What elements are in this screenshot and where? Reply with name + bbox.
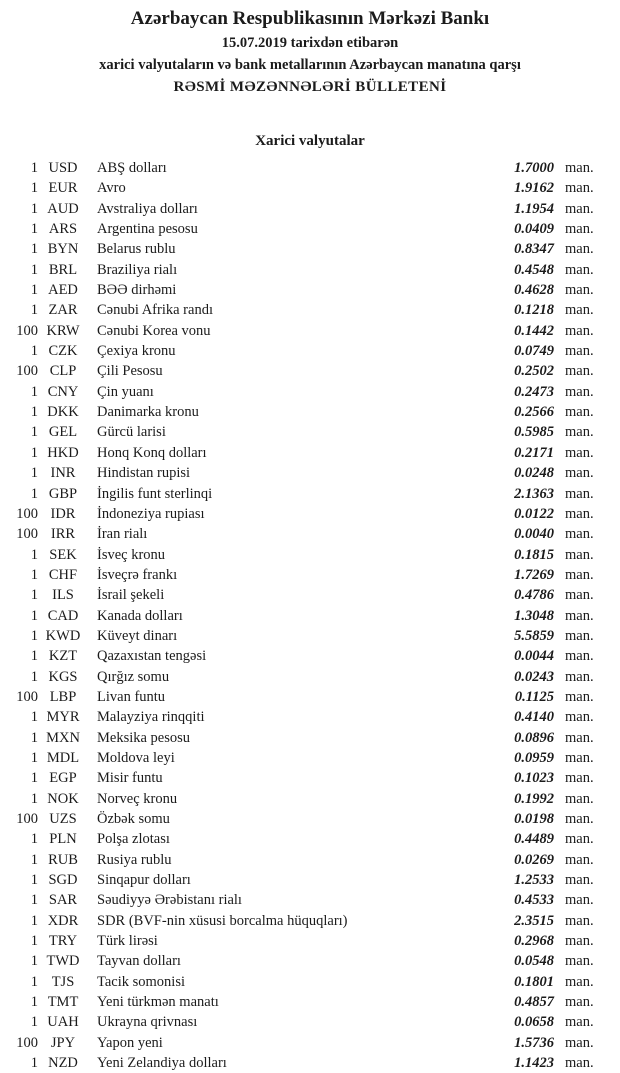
currency-name: Türk lirəsi — [97, 933, 158, 950]
currency-quantity: 1 — [30, 872, 38, 889]
currency-row — [0, 911, 620, 931]
currency-rate: 0.0122 — [514, 505, 554, 522]
currency-rate: 1.7000 — [514, 160, 554, 176]
currency-unit-label: man. — [565, 811, 594, 827]
currency-code: TJS — [51, 973, 75, 990]
currency-quantity: 1 — [30, 383, 38, 400]
currency-name: Meksika pesosu — [97, 729, 191, 746]
currency-unit-label: man. — [565, 160, 594, 176]
currency-rate: 0.0409 — [514, 221, 554, 238]
currency-unit-label: man. — [565, 363, 594, 380]
currency-unit-label: man. — [565, 424, 594, 441]
currency-quantity: 1 — [30, 994, 38, 1011]
currency-rate: 0.4786 — [514, 587, 554, 604]
currency-quantity: 100 — [16, 322, 38, 339]
currency-row — [0, 239, 620, 259]
currency-name: Qırğız somu — [97, 668, 170, 685]
currency-quantity: 1 — [30, 587, 38, 604]
currency-unit-label: man. — [565, 180, 594, 197]
currency-quantity: 1 — [30, 424, 38, 441]
currency-rate: 0.4489 — [514, 831, 554, 848]
currency-unit-label: man. — [565, 709, 594, 726]
currency-code: NOK — [47, 790, 79, 807]
currency-code: HKD — [47, 444, 79, 461]
currency-code: MDL — [46, 749, 80, 766]
currency-rate: 1.5736 — [514, 1034, 554, 1051]
currency-unit-label: man. — [565, 485, 594, 502]
currency-row — [0, 199, 620, 219]
currency-rate: 2.3515 — [514, 912, 554, 929]
currency-code: TRY — [48, 933, 78, 950]
currency-row — [0, 382, 620, 402]
currency-quantity: 1 — [30, 1055, 38, 1072]
currency-name: İsrail şekeli — [97, 587, 165, 604]
currency-quantity: 1 — [30, 749, 38, 766]
currency-unit-label: man. — [565, 302, 594, 319]
currency-name: Çili Pesosu — [97, 363, 163, 380]
currency-rate: 0.0548 — [514, 953, 554, 970]
currency-unit-label: man. — [565, 912, 594, 929]
currency-unit-label: man. — [565, 668, 594, 685]
currency-rate: 0.0269 — [514, 851, 554, 868]
currency-unit-label: man. — [565, 872, 594, 889]
currency-quantity: 1 — [30, 404, 38, 421]
currency-unit-label: man. — [565, 1014, 594, 1031]
currency-code: BRL — [48, 261, 78, 278]
currency-quantity: 100 — [16, 688, 38, 705]
currency-code: KWD — [45, 627, 81, 644]
currency-code: LBP — [49, 688, 77, 705]
currency-code: DKK — [47, 404, 79, 421]
currency-unit-label: man. — [565, 729, 594, 746]
currency-rate: 0.4548 — [514, 261, 554, 278]
currency-quantity: 1 — [30, 282, 38, 299]
currency-quantity: 100 — [16, 526, 38, 543]
currency-name: Çexiya kronu — [97, 343, 176, 360]
currency-quantity: 1 — [30, 648, 38, 665]
currency-rate: 0.0658 — [514, 1014, 554, 1031]
currency-quantity: 1 — [30, 200, 38, 217]
currency-unit-label: man. — [565, 790, 594, 807]
currency-rate: 0.4628 — [514, 282, 554, 299]
currency-row — [0, 585, 620, 605]
currency-unit-label: man. — [565, 343, 594, 360]
currency-row — [0, 463, 620, 483]
currency-name: Özbək somu — [97, 811, 170, 827]
bank-title: Azərbaycan Respublikasının Mərkəzi Bankı — [130, 8, 490, 29]
currency-code: TWD — [46, 953, 80, 970]
currency-quantity: 1 — [30, 851, 38, 868]
currency-unit-label: man. — [565, 546, 594, 563]
currency-unit-label: man. — [565, 444, 594, 461]
currency-quantity: 100 — [16, 811, 38, 827]
currency-row — [0, 789, 620, 809]
currency-rate: 0.8347 — [514, 241, 554, 258]
currency-rate: 0.0749 — [514, 343, 554, 360]
currency-rate: 0.4140 — [514, 709, 554, 726]
currency-quantity: 1 — [30, 709, 38, 726]
currency-quantity: 1 — [30, 770, 38, 787]
currency-name: Qazaxıstan tengəsi — [97, 648, 207, 665]
currency-rate: 1.9162 — [514, 180, 554, 197]
currency-row — [0, 646, 620, 666]
currency-name: Yeni türkmən manatı — [97, 994, 219, 1011]
currency-rate: 0.1815 — [514, 546, 554, 563]
currency-row — [0, 524, 620, 544]
currency-name: Çin yuanı — [97, 383, 154, 400]
currency-row — [0, 300, 620, 320]
currency-name: Ukrayna qrivnası — [97, 1014, 198, 1031]
currency-code: EUR — [48, 180, 78, 197]
currency-unit-label: man. — [565, 627, 594, 644]
currency-row — [0, 687, 620, 707]
currency-code: TMT — [47, 994, 79, 1011]
currency-name: İran rialı — [97, 526, 148, 543]
currency-row — [0, 951, 620, 971]
currency-code: SAR — [48, 892, 78, 909]
currency-rate: 0.2968 — [514, 933, 554, 950]
currency-rate: 0.2502 — [514, 363, 554, 380]
currency-code: CNY — [47, 383, 79, 400]
currency-code: MXN — [46, 729, 80, 746]
currency-unit-label: man. — [565, 465, 594, 482]
currency-row — [0, 504, 620, 524]
currency-code: SEK — [49, 546, 77, 563]
currency-unit-label: man. — [565, 973, 594, 990]
currency-name: ABŞ dolları — [97, 160, 167, 176]
currency-name: Gürcü larisi — [97, 424, 166, 441]
currency-quantity: 1 — [30, 485, 38, 502]
currency-row — [0, 402, 620, 422]
currency-code: IRR — [50, 526, 76, 543]
currency-rate: 0.1125 — [514, 688, 554, 705]
currency-code: USD — [48, 160, 78, 176]
currency-code: SGD — [48, 872, 78, 889]
currency-row — [0, 443, 620, 463]
currency-unit-label: man. — [565, 200, 594, 217]
currency-name: Cənubi Afrika randı — [97, 302, 213, 319]
currency-rate: 0.0198 — [514, 811, 554, 827]
currency-name: Tacik somonisi — [97, 973, 185, 990]
currency-row — [0, 728, 620, 748]
currency-name: Argentina pesosu — [97, 221, 198, 238]
currency-row — [0, 870, 620, 890]
currency-code: ZAR — [48, 302, 78, 319]
currency-row — [0, 829, 620, 849]
currency-rate: 0.2171 — [514, 444, 554, 461]
currency-row — [0, 341, 620, 361]
currency-unit-label: man. — [565, 749, 594, 766]
currency-quantity: 1 — [30, 302, 38, 319]
currency-row — [0, 606, 620, 626]
currency-quantity: 1 — [30, 790, 38, 807]
currency-name: İsveçrə frankı — [97, 566, 178, 583]
exchange-rate-table — [0, 158, 620, 1073]
currency-row — [0, 361, 620, 381]
currency-row — [0, 1012, 620, 1032]
currency-rate: 0.1992 — [514, 790, 554, 807]
currency-name: SDR (BVF-nin xüsusi borcalma hüquqları) — [97, 912, 348, 929]
currency-quantity: 1 — [30, 892, 38, 909]
currency-unit-label: man. — [565, 282, 594, 299]
currency-code: GEL — [48, 424, 78, 441]
currency-quantity: 100 — [16, 505, 38, 522]
currency-unit-label: man. — [565, 241, 594, 258]
currency-unit-label: man. — [565, 892, 594, 909]
currency-rate: 0.4857 — [514, 994, 554, 1011]
currency-unit-label: man. — [565, 933, 594, 950]
currency-quantity: 1 — [30, 221, 38, 238]
currency-row — [0, 321, 620, 341]
currency-rate: 2.1363 — [514, 485, 554, 502]
currency-code: CAD — [47, 607, 79, 624]
currency-rate: 0.1801 — [514, 973, 554, 990]
currency-code: RUB — [48, 851, 78, 868]
currency-code: BYN — [47, 241, 79, 258]
currency-code: KZT — [48, 648, 78, 665]
currency-row — [0, 484, 620, 504]
currency-unit-label: man. — [565, 526, 594, 543]
currency-row — [0, 280, 620, 300]
currency-name: Rusiya rublu — [97, 851, 172, 868]
currency-code: EGP — [49, 770, 77, 787]
currency-code: AED — [48, 282, 78, 299]
currency-name: Avro — [97, 180, 126, 197]
currency-name: Malayziya rinqqiti — [97, 709, 205, 726]
currency-row — [0, 809, 620, 829]
currency-name: Kanada dolları — [97, 607, 183, 624]
currency-quantity: 1 — [30, 831, 38, 848]
currency-name: Səudiyyə Ərəbistanı rialı — [97, 892, 242, 909]
currency-quantity: 1 — [30, 933, 38, 950]
currency-rate: 0.0959 — [514, 749, 554, 766]
currency-row — [0, 260, 620, 280]
currency-unit-label: man. — [565, 953, 594, 970]
currency-quantity: 1 — [30, 1014, 38, 1031]
currency-name: Tayvan dolları — [97, 953, 181, 970]
currency-unit-label: man. — [565, 607, 594, 624]
currency-code: CHF — [48, 566, 78, 583]
currency-unit-label: man. — [565, 994, 594, 1011]
currency-quantity: 1 — [30, 729, 38, 746]
currency-code: ARS — [48, 221, 78, 238]
currency-unit-label: man. — [565, 261, 594, 278]
currency-rate: 0.4533 — [514, 892, 554, 909]
currency-row — [0, 1033, 620, 1053]
currency-quantity: 1 — [30, 546, 38, 563]
currency-quantity: 100 — [16, 1034, 38, 1051]
currency-unit-label: man. — [565, 688, 594, 705]
currency-rate: 0.2566 — [514, 404, 554, 421]
currency-rate: 1.1954 — [514, 200, 554, 217]
currency-code: JPY — [50, 1034, 76, 1051]
currency-name: Norveç kronu — [97, 790, 178, 807]
currency-row — [0, 992, 620, 1012]
currency-code: XDR — [47, 912, 79, 929]
currency-row — [0, 890, 620, 910]
currency-rate: 0.0248 — [514, 465, 554, 482]
currency-quantity: 1 — [30, 668, 38, 685]
currency-rate: 1.7269 — [514, 566, 554, 583]
currency-name: Hindistan rupisi — [97, 465, 191, 482]
effective-date-line: 15.07.2019 tarixdən etibarən — [221, 35, 399, 51]
currency-rate: 1.3048 — [514, 607, 554, 624]
currency-row — [0, 545, 620, 565]
currency-code: CZK — [48, 343, 78, 360]
currency-unit-label: man. — [565, 221, 594, 238]
currency-name: Belarus rublu — [97, 241, 176, 258]
currency-quantity: 1 — [30, 912, 38, 929]
currency-quantity: 1 — [30, 627, 38, 644]
currency-code: PLN — [49, 831, 77, 848]
currency-quantity: 1 — [30, 343, 38, 360]
currency-quantity: 1 — [30, 261, 38, 278]
currency-row — [0, 768, 620, 788]
currency-name: Braziliya rialı — [97, 261, 178, 278]
currency-name: İngilis funt sterlinqi — [97, 485, 213, 502]
currency-name: Polşa zlotası — [97, 831, 170, 848]
currency-name: Sinqapur dolları — [97, 872, 191, 889]
currency-rate: 0.1218 — [514, 302, 554, 319]
currency-code: UZS — [49, 811, 77, 827]
currency-name: Honq Konq dolları — [97, 444, 207, 461]
currency-row — [0, 748, 620, 768]
currency-quantity: 1 — [30, 180, 38, 197]
currency-name: Livan funtu — [97, 688, 166, 705]
currency-row — [0, 707, 620, 727]
currency-unit-label: man. — [565, 770, 594, 787]
currency-rate: 0.1442 — [514, 322, 554, 339]
currency-quantity: 1 — [30, 160, 38, 176]
currency-unit-label: man. — [565, 851, 594, 868]
currency-quantity: 1 — [30, 607, 38, 624]
currency-row — [0, 565, 620, 585]
currency-quantity: 1 — [30, 566, 38, 583]
currency-unit-label: man. — [565, 404, 594, 421]
currency-unit-label: man. — [565, 322, 594, 339]
bulletin-title: RƏSMİ MƏZƏNNƏLƏRİ BÜLLETENİ — [173, 79, 447, 95]
currency-rate: 0.0243 — [514, 668, 554, 685]
currency-unit-label: man. — [565, 831, 594, 848]
currency-code: KRW — [46, 322, 80, 339]
currency-rate: 0.5985 — [514, 424, 554, 441]
currency-row — [0, 219, 620, 239]
currency-code: ILS — [52, 587, 74, 604]
currency-code: IDR — [50, 505, 76, 522]
currency-rate: 0.0040 — [514, 526, 554, 543]
currency-name: Yapon yeni — [97, 1034, 163, 1051]
currency-rate: 0.1023 — [514, 770, 554, 787]
currency-rate: 1.2533 — [514, 872, 554, 889]
currency-unit-label: man. — [565, 1034, 594, 1051]
currency-name: Misir funtu — [97, 770, 163, 787]
currency-row — [0, 158, 620, 178]
currency-quantity: 1 — [30, 973, 38, 990]
bulletin-header — [0, 0, 620, 98]
currency-code: AUD — [47, 200, 79, 217]
currency-row — [0, 178, 620, 198]
currency-row — [0, 422, 620, 442]
currency-row — [0, 850, 620, 870]
currency-unit-label: man. — [565, 648, 594, 665]
currency-row — [0, 1053, 620, 1073]
currency-name: Cənubi Korea vonu — [97, 322, 211, 339]
currency-quantity: 100 — [16, 363, 38, 380]
currency-row — [0, 626, 620, 646]
currency-name: Küveyt dinarı — [97, 627, 178, 644]
currency-name: İsveç kronu — [97, 546, 166, 563]
subtitle-line: xarici valyutaların və bank metallarının Azərbaycan manatına qarşı — [99, 57, 521, 73]
currency-name: Moldova leyi — [97, 749, 175, 766]
currency-rate: 1.1423 — [514, 1055, 554, 1072]
currency-unit-label: man. — [565, 566, 594, 583]
currency-code: CLP — [49, 363, 77, 380]
currency-quantity: 1 — [30, 465, 38, 482]
section-title-foreign-currencies: Xarici valyutalar — [255, 133, 365, 149]
currency-unit-label: man. — [565, 383, 594, 400]
currency-unit-label: man. — [565, 587, 594, 604]
currency-code: UAH — [47, 1014, 79, 1031]
currency-rate: 0.0044 — [514, 648, 554, 665]
currency-code: KGS — [48, 668, 78, 685]
currency-code: INR — [50, 465, 76, 482]
currency-row — [0, 931, 620, 951]
currency-rate: 0.2473 — [514, 383, 554, 400]
currency-name: BƏƏ dirhəmi — [97, 282, 177, 299]
currency-name: Danimarka kronu — [97, 404, 199, 421]
currency-code: MYR — [46, 709, 80, 726]
currency-name: Avstraliya dolları — [97, 200, 198, 217]
currency-name: İndoneziya rupiası — [97, 505, 205, 522]
currency-quantity: 1 — [30, 444, 38, 461]
currency-row — [0, 667, 620, 687]
currency-unit-label: man. — [565, 1055, 594, 1072]
currency-name: Yeni Zelandiya dolları — [97, 1055, 227, 1072]
currency-rate: 5.5859 — [514, 627, 554, 644]
currency-row — [0, 972, 620, 992]
currency-code: NZD — [48, 1055, 78, 1072]
currency-rate: 0.0896 — [514, 729, 554, 746]
currency-code: GBP — [48, 485, 78, 502]
currency-quantity: 1 — [30, 953, 38, 970]
currency-quantity: 1 — [30, 241, 38, 258]
currency-unit-label: man. — [565, 505, 594, 522]
